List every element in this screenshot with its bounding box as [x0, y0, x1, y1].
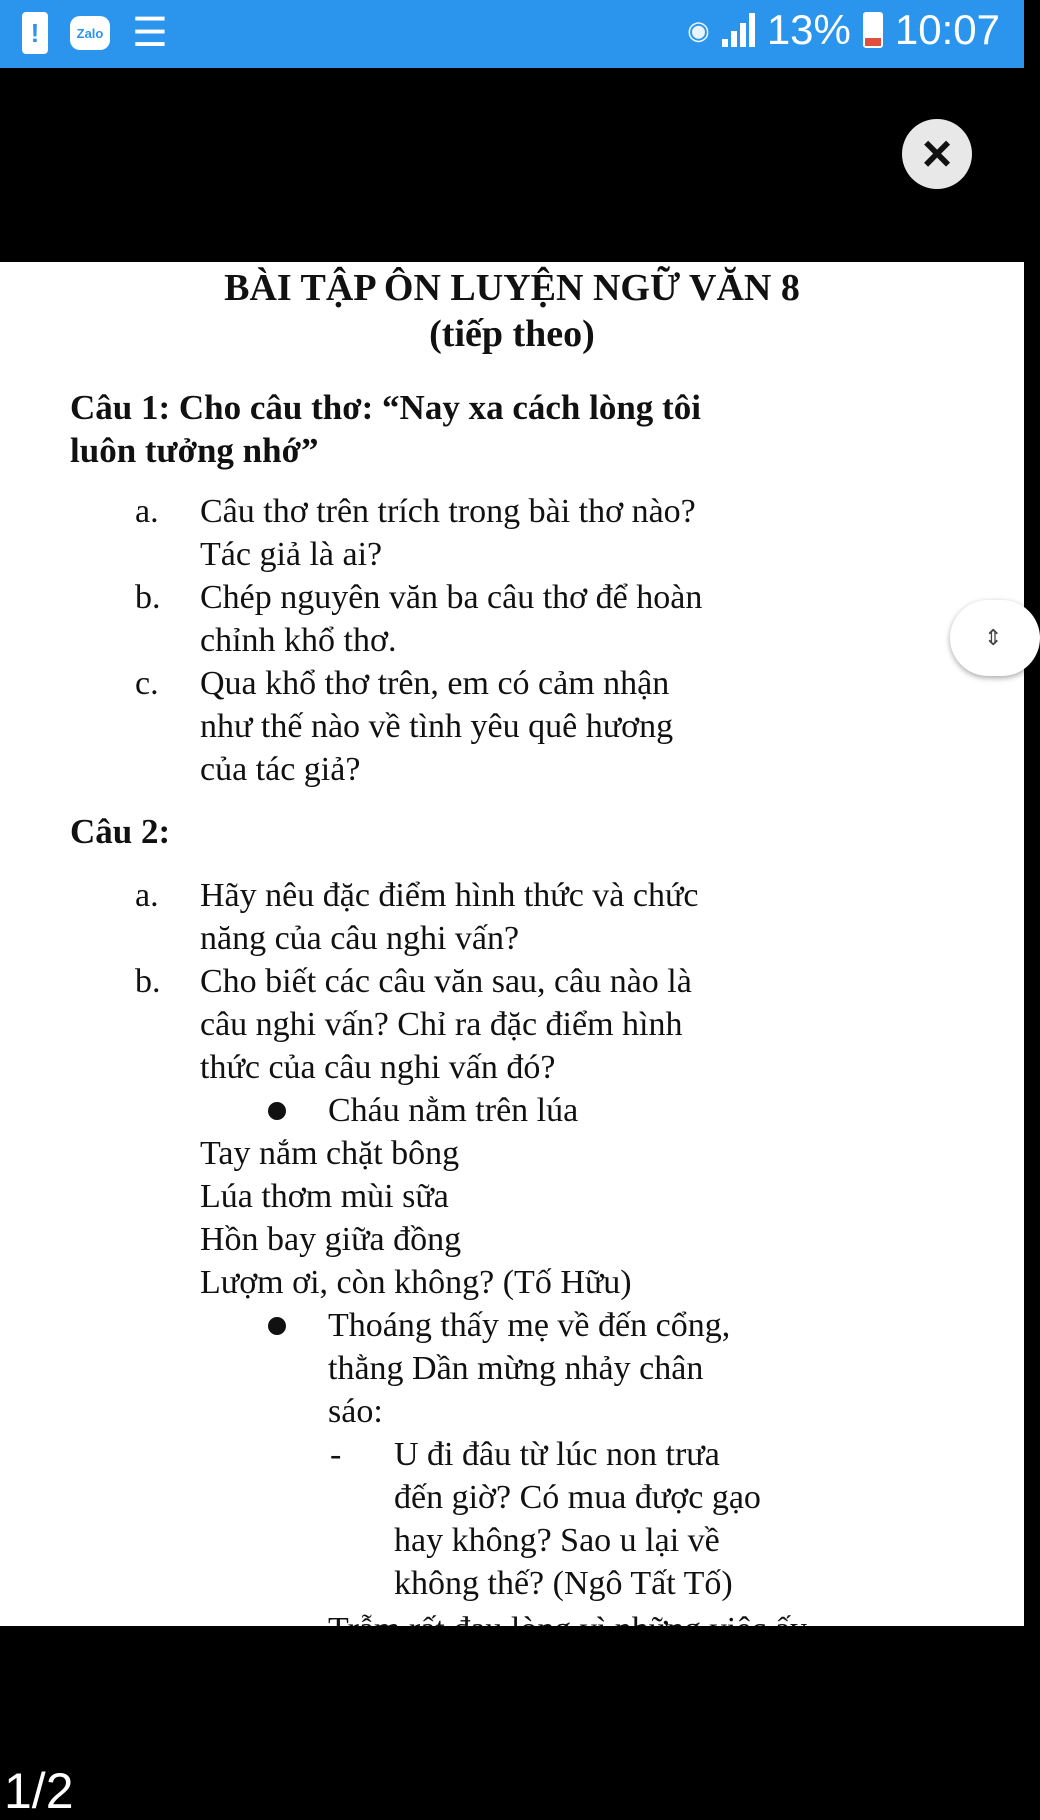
bullet2-line2: thằng Dần mừng nhảy chân: [328, 1350, 704, 1387]
q2-b-line1: Cho biết các câu văn sau, câu nào là: [200, 963, 692, 1000]
wifi-icon: ◉: [687, 14, 710, 45]
close-icon: ×: [921, 125, 953, 183]
poem-line3: Lúa thơm mùi sữa: [200, 1178, 449, 1215]
dash-line4: không thế? (Ngô Tất Tố): [394, 1565, 733, 1602]
q2-a-line2: năng của câu nghi vấn?: [200, 920, 520, 957]
poem-line5: Lượm ơi, còn không? (Tố Hữu): [200, 1264, 632, 1301]
q1-b-line1: Chép nguyên văn ba câu thơ để hoàn: [200, 579, 703, 616]
q1-b-marker: b.: [135, 579, 161, 616]
dash-marker: -: [330, 1436, 342, 1473]
scroll-handle[interactable]: [950, 600, 1040, 676]
q2-heading: Câu 2:: [70, 812, 171, 851]
q1-a-marker: a.: [135, 493, 159, 530]
q1-a-line1: Câu thơ trên trích trong bài thơ nào?: [200, 493, 696, 530]
clock: 10:07: [894, 6, 1000, 53]
bullet1-line1: Cháu nằm trên lúa: [328, 1092, 579, 1129]
page-indicator: 1/2: [4, 1763, 74, 1819]
poem-line4: Hồn bay giữa đồng: [200, 1221, 462, 1258]
battery-percent: 13%: [766, 6, 851, 53]
bullet-icon: [268, 1317, 286, 1335]
document-page[interactable]: [0, 262, 1024, 1626]
status-bar: [0, 0, 1024, 68]
q2-b-line3: thức của câu nghi vấn đó?: [200, 1049, 556, 1086]
doc-title: BÀI TẬP ÔN LUYỆN NGỮ VĂN 8: [224, 267, 800, 309]
signal-icon: [722, 13, 755, 47]
viewer-bottom-bar: [0, 1626, 1024, 1820]
poem-line2: Tay nắm chặt bông: [200, 1135, 460, 1172]
q2-a-line1: Hãy nêu đặc điểm hình thức và chức: [200, 877, 699, 914]
bullet-icon: [268, 1102, 286, 1120]
dash-line3: hay không? Sao u lại về: [394, 1522, 720, 1559]
q2-a-marker: a.: [135, 877, 159, 914]
alert-icon: !: [22, 12, 48, 54]
bullet2-line3: sáo:: [328, 1393, 383, 1430]
q1-c-line3: của tác giả?: [200, 751, 361, 788]
viewer-top-bar: [0, 68, 1024, 262]
q1-c-line1: Qua khổ thơ trên, em có cảm nhận: [200, 665, 670, 702]
bullet2-line1: Thoáng thấy mẹ về đến cổng,: [328, 1307, 731, 1344]
q1-b-line2: chỉnh khổ thơ.: [200, 622, 397, 659]
status-bar-right: [687, 6, 1000, 54]
dash-line1: U đi đâu từ lúc non trưa: [394, 1436, 720, 1473]
status-bar-left: [22, 12, 168, 54]
zalo-icon: Zalo: [70, 16, 110, 50]
q2-b-line2: câu nghi vấn? Chỉ ra đặc điểm hình: [200, 1006, 683, 1043]
doc-subtitle: (tiếp theo): [429, 313, 595, 355]
dash-line2: đến giờ? Có mua được gạo: [394, 1479, 761, 1516]
q1-c-marker: c.: [135, 665, 159, 702]
q1-heading-line2: luôn tưởng nhớ”: [70, 431, 319, 470]
battery-icon: [863, 12, 883, 48]
q1-a-line2: Tác giả là ai?: [200, 536, 383, 573]
q2-b-marker: b.: [135, 963, 161, 1000]
q1-c-line2: như thế nào về tình yêu quê hương: [200, 708, 674, 745]
up-down-arrows-icon: ⇕: [984, 625, 1003, 650]
list-icon: ☰: [132, 11, 168, 55]
close-button[interactable]: [902, 119, 972, 189]
q1-heading-line1: Câu 1: Cho câu thơ: “Nay xa cách lòng tôi: [70, 388, 701, 427]
